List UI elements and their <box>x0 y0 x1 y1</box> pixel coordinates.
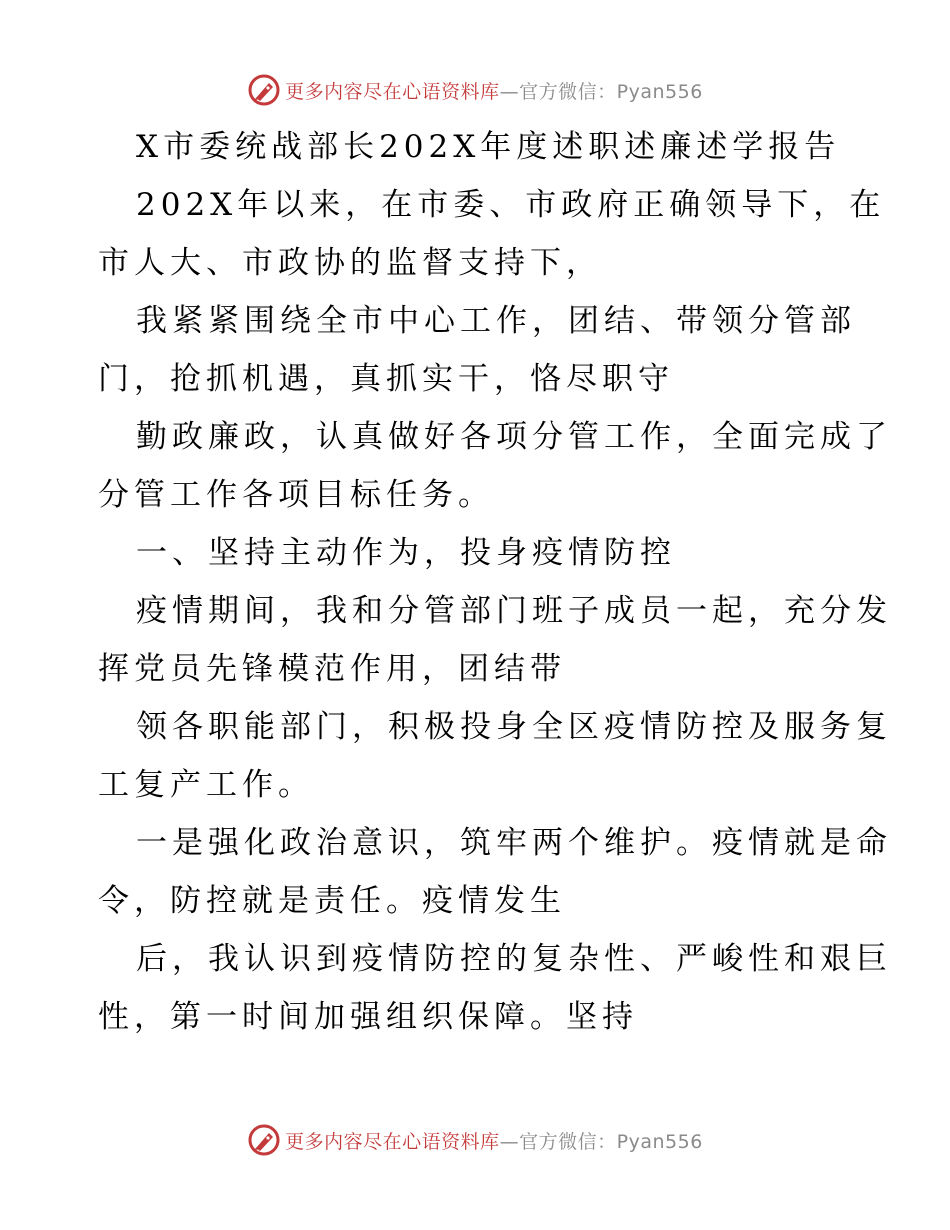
document-title: X市委统战部长202X年度述职述廉述学报告 <box>136 129 841 165</box>
header-banner <box>0 70 950 110</box>
text-line: 挥党员先锋模范作用，团结带 <box>98 651 566 687</box>
text-line: 我紧紧围绕全市中心工作，团结、带领分管部 <box>136 303 856 339</box>
text-line: 202X年以来，在市委、市政府正确领导下，在 <box>136 187 886 223</box>
pen-nib-logo-icon <box>247 1123 281 1157</box>
text-line: 令，防控就是责任。疫情发生 <box>98 883 566 919</box>
text-line: 门，抢抓机遇，真抓实干，恪尽职守 <box>98 361 674 397</box>
footer-banner <box>0 1120 950 1160</box>
text-line: 勤政廉政，认真做好各项分管工作，全面完成了 <box>136 419 892 455</box>
banner-site-name: 更多内容尽在心语资料库 <box>285 1130 500 1153</box>
text-line: 性，第一时间加强组织保障。坚持 <box>98 999 638 1035</box>
banner-wechat: —官方微信：Pyan556 <box>499 80 703 103</box>
document-body <box>98 118 892 1046</box>
pen-nib-logo-icon <box>247 73 281 107</box>
text-line: 疫情期间，我和分管部门班子成员一起，充分发 <box>136 593 892 629</box>
banner-site-name: 更多内容尽在心语资料库 <box>285 80 500 103</box>
banner-text <box>285 1127 703 1154</box>
text-line: 一是强化政治意识，筑牢两个维护。疫情就是命 <box>136 825 892 861</box>
banner-wechat: —官方微信：Pyan556 <box>499 1130 703 1153</box>
text-line: 一、坚持主动作为，投身疫情防控 <box>136 535 676 571</box>
text-line: 分管工作各项目标任务。 <box>98 477 494 513</box>
banner-text <box>285 77 703 104</box>
text-line: 工复产工作。 <box>98 767 314 803</box>
text-line: 领各职能部门，积极投身全区疫情防控及服务复 <box>136 709 892 745</box>
text-line: 市人大、市政协的监督支持下， <box>98 245 602 281</box>
text-line: 后，我认识到疫情防控的复杂性、严峻性和艰巨 <box>136 941 892 977</box>
